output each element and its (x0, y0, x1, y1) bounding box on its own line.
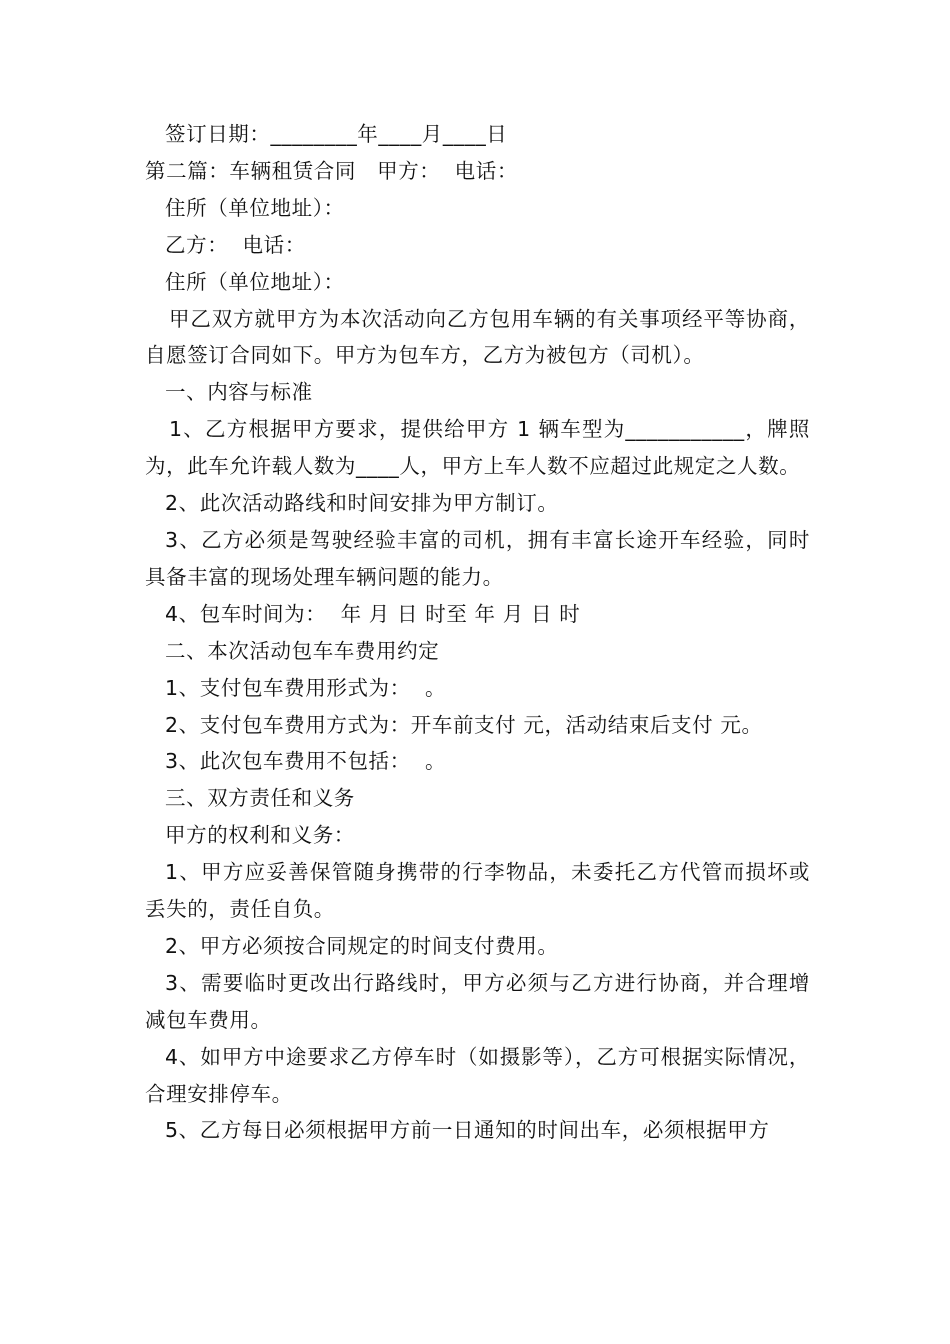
clause-1-1: 1、乙方根据甲方要求，提供给甲方 1 辆车型为___________，牌照为，此车允许载人数为____人，甲方上车人数不应超过此规定之人数。 (145, 417, 810, 479)
subheading-party-a-rights: 甲方的权利和义务： (165, 823, 355, 848)
party-b-address-line: 住所（单位地址）： (165, 269, 345, 294)
heading-responsibilities: 三、双方责任和义务 (165, 786, 355, 811)
clause-2-1: 1、支付包车费用形式为： 。 (165, 675, 447, 700)
clause-2-2: 2、支付包车费用方式为：开车前支付 元，活动结束后支付 元。 (165, 712, 763, 737)
clause-3-5: 5、乙方每日必须根据甲方前一日通知的时间出车，必须根据甲方 (165, 1118, 770, 1143)
party-b-line: 乙方： 电话： (165, 232, 306, 257)
clause-3-2: 2、甲方必须按合同规定的时间支付费用。 (165, 933, 559, 958)
clause-3-1: 1、甲方应妥善保管随身携带的行李物品，未委托乙方代管而损坏或丢失的，责任自负。 (145, 860, 810, 922)
signing-date-line: 签订日期：________年____月____日 (165, 122, 508, 146)
heading-fees: 二、本次活动包车车费用约定 (165, 638, 440, 663)
heading-content-standard: 一、内容与标准 (165, 380, 313, 405)
clause-1-3: 3、乙方必须是驾驶经验丰富的司机，拥有丰富长途开车经验，同时具备丰富的现场处理车辆问题的能力。 (145, 527, 810, 589)
contract-document (145, 116, 810, 1149)
section-title-line: 第二篇：车辆租赁合同 甲方： 电话： (145, 158, 518, 183)
preamble-paragraph: 甲乙双方就甲方为本次活动向乙方包用车辆的有关事项经平等协商，自愿签订合同如下。甲方为包车方，乙方为被包方（司机）。 (145, 306, 810, 368)
clause-1-2: 2、此次活动路线和时间安排为甲方制订。 (165, 491, 559, 516)
clause-1-4: 4、包车时间为： 年 月 日 时至 年 月 日 时 (165, 601, 581, 626)
clause-3-3: 3、需要临时更改出行路线时，甲方必须与乙方进行协商，并合理增减包车费用。 (145, 970, 810, 1032)
party-a-address-line: 住所（单位地址）： (165, 195, 345, 220)
clause-3-4: 4、如甲方中途要求乙方停车时（如摄影等），乙方可根据实际情况，合理安排停车。 (145, 1044, 810, 1106)
clause-2-3: 3、此次包车费用不包括： 。 (165, 749, 447, 774)
